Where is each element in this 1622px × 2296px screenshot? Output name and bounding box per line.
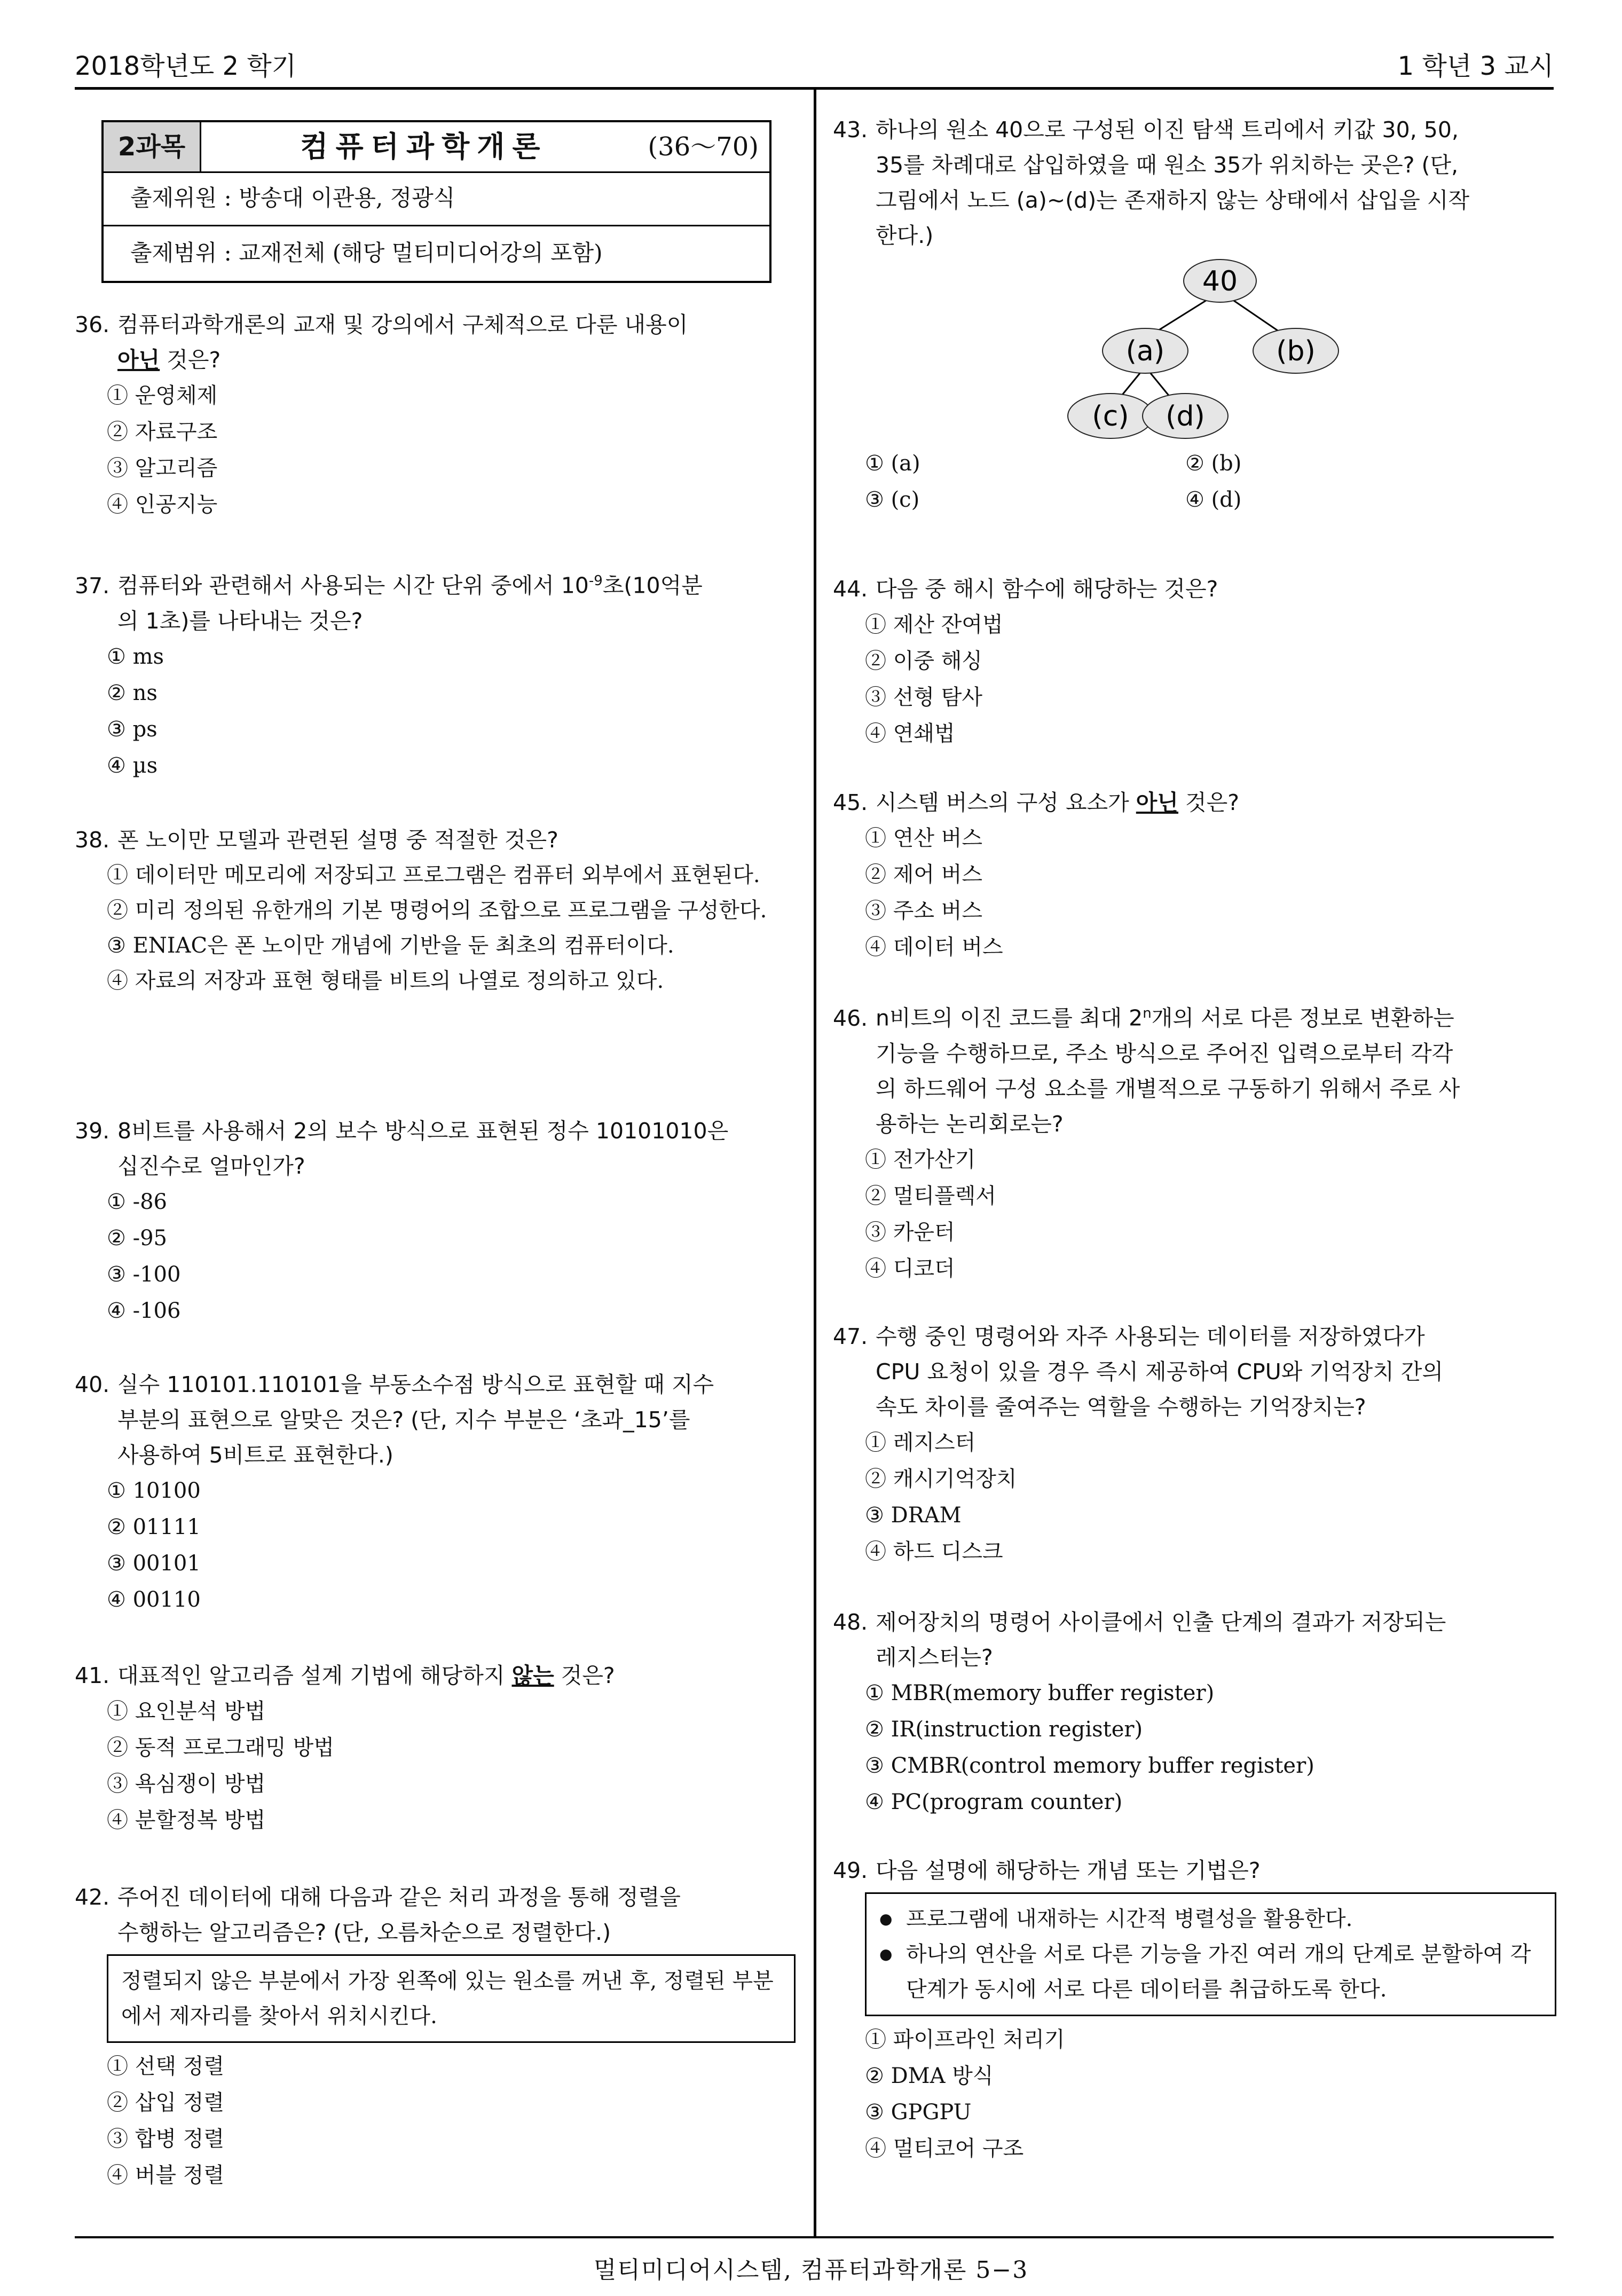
question-number: 40.	[75, 1372, 110, 1397]
question-stem: CPU 요청이 있을 경우 즉시 제공하여 CPU와 기억장치 간의	[876, 1359, 1444, 1385]
tree-node-label: (d)	[1166, 400, 1205, 433]
description-box	[865, 1892, 1556, 2016]
question-number: 36.	[75, 312, 110, 337]
tree-node-c	[1068, 394, 1153, 438]
tree-node-root	[1184, 260, 1256, 302]
subject-title: 컴퓨터과학개론	[300, 130, 548, 163]
question-number: 38.	[75, 827, 110, 853]
option-1: ① 연산 버스	[865, 826, 982, 851]
question-stem: 폰 노이만 모델과 관련된 설명 중 적절한 것은?	[117, 827, 558, 853]
question-stem: 수행 중인 명령어와 자주 사용되는 데이터를 저장하였다가	[876, 1324, 1425, 1349]
header-grade-period: 1 학년 3 교시	[1397, 51, 1554, 81]
option-2: ② (b)	[1185, 451, 1242, 476]
subject-number: 2과목	[104, 122, 201, 171]
question-stem: 8비트를 사용해서 2의 보수 방식으로 표현된 정수 10101010은	[117, 1118, 729, 1144]
question-47	[833, 1319, 1556, 1570]
option-2: ② 동적 프로그래밍 방법	[107, 1735, 334, 1760]
question-stem: 초(10억분	[602, 572, 703, 599]
option-2: ② 멀티플렉서	[865, 1183, 996, 1208]
option-2: ② -95	[107, 1226, 167, 1251]
question-stem: 개의 서로 다른 정보로 변환하는	[1151, 1005, 1454, 1031]
tree-node-label: (b)	[1276, 335, 1316, 367]
question-43	[833, 112, 1556, 518]
option-1: ① 운영체제	[107, 383, 218, 408]
question-stem: 그림에서 노드 (a)∼(d)는 존재하지 않는 상태에서 삽입을 시작	[876, 187, 1470, 213]
subject-info-box	[101, 120, 771, 283]
option-4: ④ 인공지능	[107, 492, 218, 517]
option-4: ④ 버블 정렬	[107, 2163, 224, 2188]
option-3: ③ (c)	[865, 487, 920, 512]
question-number: 48.	[833, 1609, 868, 1635]
option-2: ② 제어 버스	[865, 862, 982, 887]
question-stem: 다음 설명에 해당하는 개념 또는 기법은?	[876, 1858, 1261, 1883]
page-footer: 멀티미디어시스템, 컴퓨터과학개론 5−3	[593, 2256, 1029, 2284]
question-stem: 의 1초)를 나타내는 것은?	[117, 608, 363, 634]
exponent: -9	[588, 573, 603, 589]
algorithm-description-box: 정렬되지 않은 부분에서 가장 왼쪽에 있는 원소를 꺼낸 후, 정렬된 부분에서 제자리를 찾아서 위치시킨다.	[107, 1954, 796, 2043]
question-stem: 대표적인 알고리즘 설계 기법에 해당하지	[117, 1663, 512, 1688]
question-stem: 용하는 논리회로는?	[876, 1111, 1064, 1137]
option-4: ④ PC(program counter)	[865, 1790, 1123, 1814]
bullet-item: ● 하나의 연산을 서로 다른 기능을 가진 여러 개의 단계로 분할하여 각 단계가 동시에 서로 다른 데이터를 취급하도록 한다.	[879, 1937, 1542, 2007]
tree-node-a	[1103, 328, 1188, 373]
question-37	[75, 563, 798, 784]
option-3: ③ GPGPU	[865, 2100, 972, 2125]
question-stem: 실수 110101.110101을 부동소수점 방식으로 표현할 때 지수	[117, 1372, 714, 1397]
exponent: n	[1143, 1005, 1152, 1021]
option-2: ② 이중 해싱	[865, 649, 982, 673]
question-38	[75, 822, 798, 998]
emphasis-text: 않는	[511, 1663, 554, 1688]
question-stem: 십진수로 얼마인가?	[117, 1153, 305, 1179]
option-2: ② 삽입 정렬	[107, 2090, 224, 2115]
question-number: 47.	[833, 1324, 868, 1349]
question-number: 42.	[75, 1884, 110, 1910]
option-1: ① 제산 잔여법	[865, 612, 1003, 637]
option-1: ① 파이프라인 처리기	[865, 2027, 1065, 2052]
option-1: ① 10100	[107, 1479, 201, 1503]
option-1: ① -86	[107, 1190, 167, 1214]
option-2: ② IR(instruction register)	[865, 1717, 1143, 1742]
tree-node-label: (a)	[1125, 335, 1165, 367]
option-2: ② ns	[107, 680, 158, 705]
footer-rule	[75, 2236, 1554, 2238]
question-stem: 하나의 원소 40으로 구성된 이진 탐색 트리에서 키값 30, 50,	[876, 117, 1459, 143]
option-3: ③ 주소 버스	[865, 899, 982, 923]
question-stem: 속도 차이를 줄여주는 역할을 수행하는 기억장치는?	[876, 1394, 1366, 1420]
question-number: 37.	[75, 572, 110, 599]
question-49	[833, 1853, 1556, 2167]
option-1: ① 선택 정렬	[107, 2054, 224, 2079]
question-stem: 컴퓨터과학개론의 교재 및 강의에서 구체적으로 다룬 내용이	[117, 312, 688, 337]
option-4: ④ -106	[107, 1299, 181, 1323]
binary-search-tree-diagram	[833, 253, 1556, 445]
option-3: ③ 카운터	[865, 1220, 955, 1245]
tree-node-b	[1253, 328, 1338, 373]
tree-node-d	[1143, 394, 1228, 438]
question-stem: 시스템 버스의 구성 요소가	[876, 790, 1136, 815]
question-44	[833, 571, 1556, 752]
question-42	[75, 1880, 798, 2193]
question-stem: 기능을 수행하므로, 주소 방식으로 주어진 입력으로부터 각각	[876, 1040, 1453, 1066]
question-stem: 한다.)	[876, 223, 934, 248]
emphasis-text: 아닌	[1136, 790, 1179, 815]
page-header	[75, 45, 1554, 88]
question-stem: 컴퓨터와 관련해서 사용되는 시간 단위 중에서 10	[117, 572, 589, 599]
option-3: ③ 욕심쟁이 방법	[107, 1772, 266, 1796]
question-stem: 주어진 데이터에 대해 다음과 같은 처리 과정을 통해 정렬을	[117, 1884, 681, 1910]
question-number: 43.	[833, 117, 868, 143]
header-semester: 2018학년도 2 학기	[75, 51, 297, 81]
bullet-item: ● 프로그램에 내재하는 시간적 병렬성을 활용한다.	[879, 1901, 1542, 1937]
question-stem: 35를 차례대로 삽입하였을 때 원소 35가 위치하는 곳은? (단,	[876, 152, 1459, 178]
option-1: ① ms	[107, 644, 164, 669]
option-2: ② 01111	[107, 1515, 201, 1539]
question-36	[75, 307, 798, 523]
question-39	[75, 1113, 798, 1329]
option-3: ③ 합병 정렬	[107, 2127, 224, 2151]
question-stem: 것은?	[160, 347, 221, 373]
question-stem: 것은?	[554, 1663, 615, 1688]
option-4: ④ 분할정복 방법	[107, 1808, 266, 1833]
option-3: ③ DRAM	[865, 1503, 962, 1528]
option-4: ④ 데이터 버스	[865, 935, 1003, 960]
question-number: 41.	[75, 1663, 110, 1688]
question-range: (36～70)	[648, 132, 759, 162]
option-1: ① (a)	[865, 451, 920, 476]
subject-scope: 출제범위 : 교재전체 (해당 멀티미디어강의 포함)	[130, 240, 603, 266]
subject-authors: 출제위원 : 방송대 이관용, 정광식	[130, 185, 455, 211]
option-4: ④ 하드 디스크	[865, 1539, 1003, 1564]
option-2: ② 캐시기억장치	[865, 1467, 1017, 1491]
option-4: ④ 연쇄법	[865, 721, 955, 746]
question-stem: 사용하여 5비트로 표현한다.)	[117, 1442, 393, 1468]
question-stem: 레지스터는?	[876, 1645, 993, 1670]
option-3: ③ -100	[107, 1262, 181, 1287]
question-stem: 제어장치의 명령어 사이클에서 인출 단계의 결과가 저장되는	[876, 1609, 1446, 1635]
question-number: 44.	[833, 576, 868, 602]
question-41	[75, 1658, 798, 1838]
question-stem: 수행하는 알고리즘은? (단, 오름차순으로 정렬한다.)	[117, 1920, 611, 1945]
tree-node-label: 40	[1202, 265, 1238, 297]
option-3: ③ 알고리즘	[107, 456, 218, 481]
option-3: ③ 00101	[107, 1551, 201, 1576]
option-2: ② DMA 방식	[865, 2064, 994, 2088]
option-2: ② 미리 정의된 유한개의 기본 명령어의 조합으로 프로그램을 구성한다.	[107, 898, 767, 923]
question-number: 46.	[833, 1005, 868, 1031]
question-number: 39.	[75, 1118, 110, 1144]
option-4: ④ µs	[107, 753, 158, 778]
option-2: ② 자료구조	[107, 420, 218, 444]
question-stem: 다음 중 해시 함수에 해당하는 것은?	[876, 576, 1218, 602]
question-45	[833, 785, 1556, 965]
option-4: ④ 멀티코어 구조	[865, 2136, 1024, 2161]
emphasis-text: 아닌	[117, 347, 160, 373]
question-40	[75, 1367, 798, 1618]
question-stem: 부분의 표현으로 알맞은 것은? (단, 지수 부분은 ‘초과_15’를	[117, 1407, 690, 1433]
option-4: ④ (d)	[1185, 487, 1242, 512]
option-3: ③ 선형 탐사	[865, 685, 982, 710]
option-4: ④ 자료의 저장과 표현 형태를 비트의 나열로 정의하고 있다.	[107, 969, 664, 993]
question-number: 45.	[833, 790, 868, 815]
column-divider	[814, 90, 816, 2236]
option-1: ① 요인분석 방법	[107, 1699, 266, 1724]
option-1: ① 전가산기	[865, 1147, 976, 1172]
question-stem: 것은?	[1178, 790, 1240, 815]
option-1: ① MBR(memory buffer register)	[865, 1681, 1215, 1705]
question-46	[833, 996, 1556, 1287]
option-1: ① 레지스터	[865, 1430, 976, 1455]
option-3: ③ ENIAC은 폰 노이만 개념에 기반을 둔 최초의 컴퓨터이다.	[107, 933, 674, 958]
option-1: ① 데이터만 메모리에 저장되고 프로그램은 컴퓨터 외부에서 표현된다.	[107, 863, 760, 887]
option-4: ④ 00110	[107, 1587, 201, 1612]
option-3: ③ ps	[107, 717, 158, 742]
question-48	[833, 1605, 1556, 1820]
question-stem: 의 하드웨어 구성 요소를 개별적으로 구동하기 위해서 주로 사	[876, 1075, 1460, 1102]
tree-node-label: (c)	[1092, 400, 1129, 433]
question-stem: n비트의 이진 코드를 최대 2	[876, 1005, 1143, 1031]
question-number: 49.	[833, 1858, 868, 1883]
option-3: ③ CMBR(control memory buffer register)	[865, 1754, 1314, 1778]
option-4: ④ 디코더	[865, 1256, 955, 1281]
